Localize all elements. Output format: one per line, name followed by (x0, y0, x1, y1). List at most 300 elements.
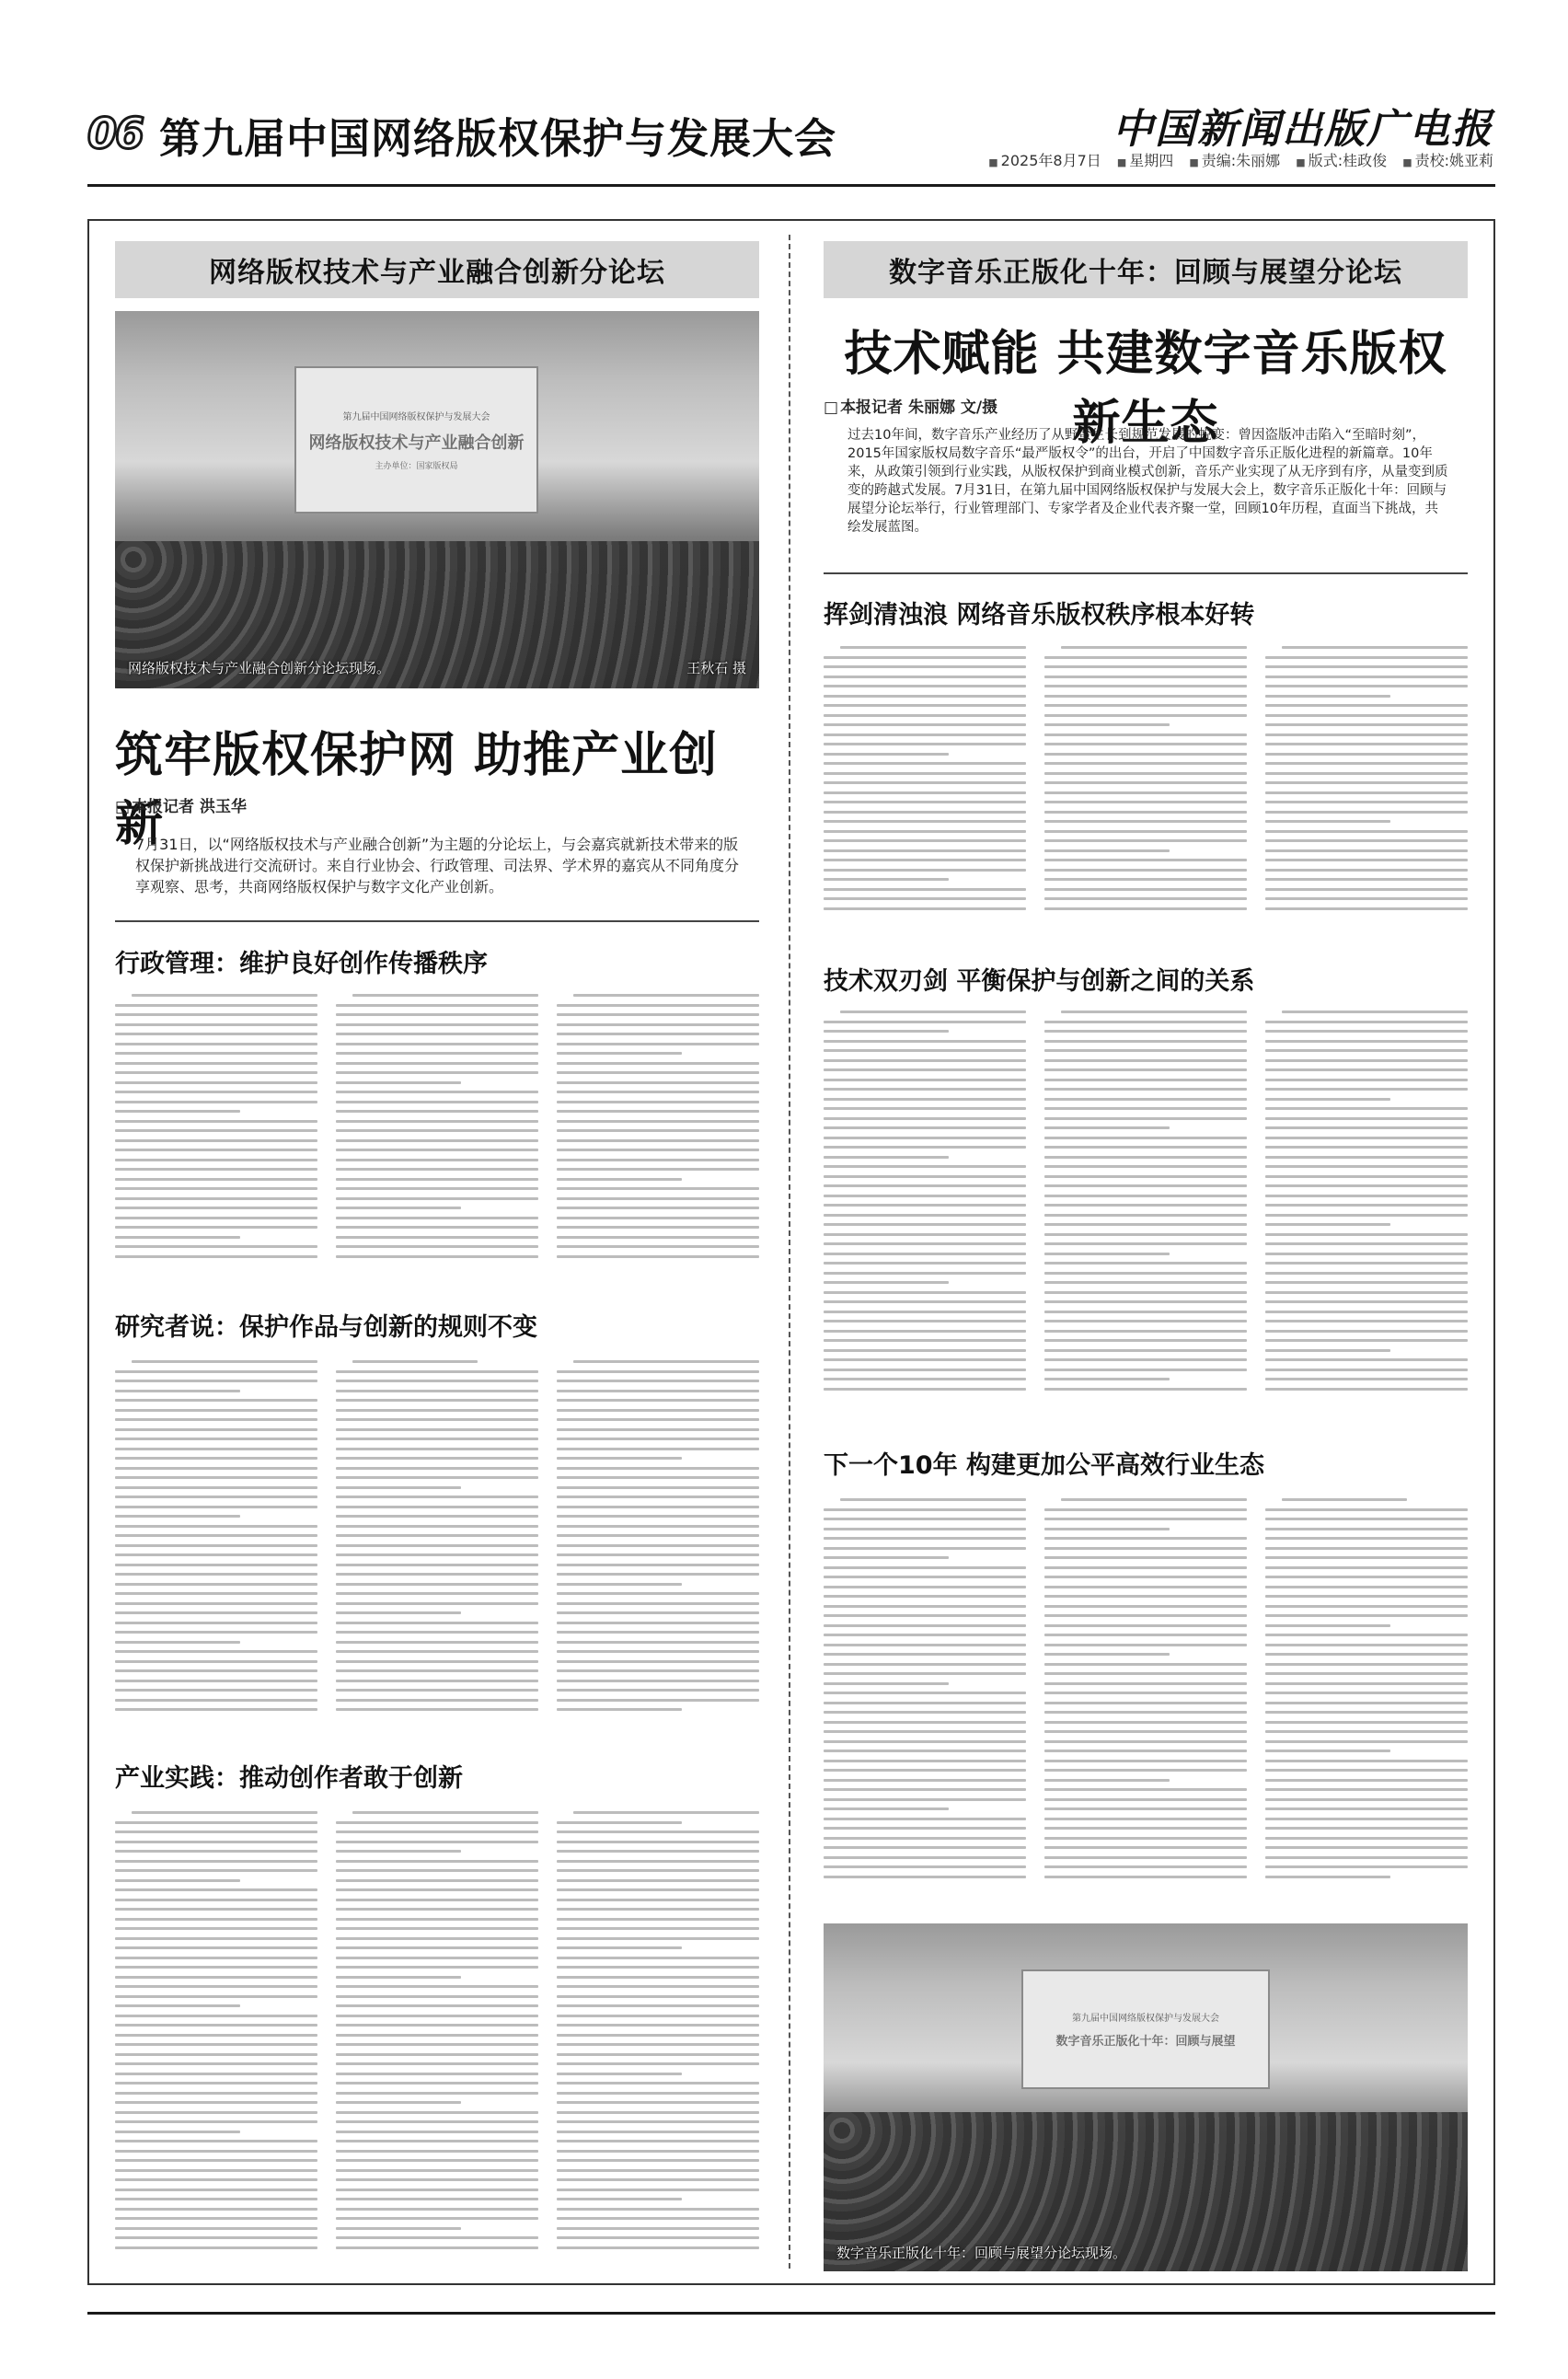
text-line (1265, 743, 1468, 745)
left-photo-screen-title: 网络版权技术与产业融合创新 (308, 433, 525, 453)
text-line (115, 1091, 317, 1093)
text-line (1265, 1253, 1468, 1255)
text-line (336, 1390, 538, 1392)
text-line (557, 2208, 759, 2211)
text-line (336, 1496, 538, 1498)
text-line (557, 2169, 759, 2172)
text-line (336, 2062, 538, 2065)
text-line (557, 2198, 682, 2200)
text-line (336, 1937, 538, 1940)
text-line (1044, 1740, 1247, 1743)
text-line (1265, 869, 1468, 872)
text-line (824, 676, 1026, 678)
text-line (557, 2140, 759, 2142)
text-line (352, 994, 538, 997)
text-line (557, 1899, 759, 1901)
text-line (557, 1467, 759, 1470)
right-sec2-col2 (1044, 1010, 1247, 1391)
text-line (557, 1245, 759, 1248)
text-line (336, 1515, 538, 1518)
text-line (824, 733, 1026, 736)
text-line (115, 2150, 317, 2153)
text-line (115, 1370, 317, 1373)
text-line (557, 1850, 759, 1853)
text-line (115, 2101, 317, 2104)
text-line (336, 1918, 538, 1921)
text-line (557, 1860, 759, 1863)
text-line (115, 1023, 317, 1026)
text-line (1044, 1702, 1247, 1704)
text-line (824, 1547, 1026, 1550)
text-line (1265, 1204, 1468, 1207)
text-line (1044, 665, 1247, 668)
text-line (557, 2227, 759, 2230)
text-line (1265, 1311, 1468, 1313)
text-line (557, 1013, 759, 1016)
text-line (336, 1641, 538, 1644)
text-line (557, 1879, 759, 1882)
text-line (557, 2178, 759, 2181)
text-line (1044, 1865, 1247, 1868)
text-line (115, 1976, 317, 1979)
text-line (132, 1811, 317, 1814)
text-line (824, 1137, 1026, 1139)
text-line (557, 1187, 759, 1190)
text-line (1044, 820, 1247, 823)
text-line (115, 1428, 317, 1431)
text-line (557, 1534, 759, 1537)
text-line (1044, 1311, 1247, 1313)
text-line (824, 1807, 949, 1810)
text-line (115, 1207, 317, 1209)
text-line (1044, 859, 1247, 861)
text-line (115, 1957, 317, 1959)
text-line (1044, 1079, 1247, 1081)
text-line (336, 1869, 538, 1872)
text-line (115, 2111, 317, 2114)
text-line (115, 1139, 317, 1142)
text-line (557, 1966, 759, 1969)
text-line (824, 1827, 1026, 1830)
text-line (557, 1937, 759, 1940)
left-sec3-col1 (115, 1811, 317, 2249)
text-line (1044, 1624, 1247, 1627)
text-line (115, 2073, 317, 2075)
text-line (1265, 1059, 1468, 1062)
left-photo-credit: 王秋石 摄 (686, 660, 746, 676)
text-line (824, 685, 1026, 687)
text-line (1044, 1291, 1247, 1294)
text-line (1265, 1556, 1468, 1559)
text-line (115, 1689, 317, 1692)
text-line (1044, 1721, 1247, 1724)
text-line (824, 1204, 1026, 1207)
text-line (115, 2208, 317, 2211)
left-byline: □ 本报记者 洪玉华 (115, 793, 247, 816)
text-line (115, 2159, 317, 2162)
text-line (336, 2208, 538, 2211)
text-line (1265, 781, 1468, 784)
text-line (336, 1207, 461, 1209)
text-line (557, 2131, 759, 2133)
text-line (1265, 1291, 1468, 1294)
text-line (824, 1049, 1026, 1052)
text-line (336, 1081, 461, 1084)
right-sec2-col1 (824, 1010, 1026, 1391)
text-line (557, 1197, 759, 1200)
text-line (557, 1476, 759, 1479)
text-line (1044, 1846, 1247, 1849)
text-line (824, 1508, 1026, 1511)
right-subhead-2: 技术双刃剑 平衡保护与创新之间的关系 (824, 967, 1255, 996)
text-line (557, 2034, 759, 2037)
text-line (115, 1043, 317, 1045)
text-line (336, 1946, 538, 1949)
text-line (557, 1708, 682, 1711)
left-photo-screen-line3: 主办单位：国家版权局 (375, 462, 458, 471)
text-line (115, 1631, 317, 1634)
text-line (1044, 1349, 1247, 1352)
text-line (557, 1631, 759, 1634)
text-line (1265, 1388, 1468, 1391)
left-lead-paragraph: 7月31日，以“网络版权技术与产业融合创新”为主题的分论坛上，与会嘉宾就新技术带来的版权保护新挑战进行交流研讨。来自行业协会、行政管理、司法界、学术界的嘉宾从不同角度分享观察、思考，共商网络版权保护与数字文化产业创新。 (135, 836, 740, 895)
text-line (336, 1236, 538, 1239)
text-line (824, 1311, 1026, 1313)
text-line (336, 1506, 538, 1508)
text-line (1044, 897, 1247, 900)
text-line (1044, 656, 1247, 659)
text-line (1265, 811, 1468, 814)
text-line (115, 1120, 317, 1123)
text-line (336, 2227, 461, 2230)
text-line (115, 2004, 240, 2007)
text-line (1044, 1107, 1247, 1110)
text-line (1265, 1730, 1468, 1733)
text-line (557, 2062, 759, 2065)
text-line (115, 2140, 317, 2142)
text-line (1265, 1378, 1468, 1380)
left-headline: 筑牢版权保护网 助推产业创新 (115, 728, 719, 852)
text-line (824, 1369, 1026, 1371)
text-line (1265, 704, 1468, 707)
text-line (824, 1634, 1026, 1636)
text-line (115, 1236, 240, 1239)
text-line (824, 1021, 1026, 1023)
text-line (824, 907, 1026, 910)
text-line (336, 1120, 538, 1123)
text-line (824, 753, 949, 756)
text-line (336, 2034, 538, 2037)
text-line (115, 1708, 317, 1711)
text-line (1265, 1846, 1468, 1849)
text-line (1044, 907, 1247, 910)
text-line (824, 743, 1026, 745)
text-line (557, 1506, 759, 1508)
text-line (336, 1178, 538, 1181)
text-line (1044, 1644, 1247, 1646)
text-line (824, 1721, 1026, 1724)
text-line (336, 1052, 538, 1055)
text-line (557, 1888, 759, 1891)
text-line (115, 1496, 317, 1498)
text-line (824, 1798, 1026, 1801)
text-line (1044, 781, 1247, 784)
text-line (1265, 676, 1468, 678)
text-line (115, 1255, 317, 1258)
text-line (824, 1059, 1026, 1062)
text-line (1265, 1672, 1468, 1675)
header-rule (87, 184, 1495, 187)
text-line (115, 1841, 317, 1843)
text-line (1265, 1320, 1468, 1322)
text-line (1265, 1281, 1468, 1284)
issue-info (977, 149, 1493, 170)
text-line (1282, 1010, 1468, 1013)
right-forum-photo (824, 1923, 1468, 2271)
text-line (1265, 1663, 1468, 1666)
text-line (1044, 1272, 1247, 1275)
text-line (1044, 1358, 1247, 1361)
text-line (1044, 1508, 1247, 1511)
text-line (824, 820, 1026, 823)
text-line (336, 1699, 538, 1702)
text-line (1044, 1388, 1247, 1391)
text-line (1265, 695, 1390, 698)
text-line (1265, 791, 1468, 794)
text-line (1044, 1156, 1247, 1159)
text-line (115, 1888, 317, 1891)
text-line (1044, 753, 1247, 756)
text-line (336, 1879, 538, 1882)
text-line (824, 1349, 1026, 1352)
text-line (557, 1592, 759, 1595)
text-line (557, 1957, 759, 1959)
text-line (1265, 1242, 1468, 1245)
text-line (557, 2159, 759, 2162)
text-line (1044, 1059, 1247, 1062)
text-line (824, 1537, 1026, 1540)
text-line (557, 1390, 759, 1392)
text-line (1265, 1040, 1468, 1043)
text-line (1044, 1556, 1247, 1559)
text-line (1265, 1233, 1468, 1236)
text-line (1044, 1088, 1247, 1091)
text-line (336, 2198, 538, 2200)
text-line (336, 1110, 538, 1113)
text-line (1265, 1030, 1468, 1033)
text-line (1265, 733, 1468, 736)
text-line (1265, 820, 1390, 823)
text-line (115, 1448, 317, 1450)
text-line (573, 994, 759, 997)
text-line (557, 1573, 759, 1576)
text-line (824, 1760, 1026, 1762)
text-line (1282, 1498, 1407, 1501)
text-line (1044, 1233, 1247, 1236)
text-line (824, 781, 1026, 784)
text-line (336, 2236, 538, 2239)
text-line (115, 1660, 317, 1663)
text-line (557, 1370, 759, 1373)
text-line (557, 1918, 759, 1921)
text-line (336, 1908, 538, 1911)
text-line (336, 1525, 538, 1528)
text-line (1044, 676, 1247, 678)
text-line (1265, 685, 1468, 687)
text-line (557, 1496, 759, 1498)
text-line (1265, 1126, 1468, 1129)
text-line (557, 1129, 759, 1132)
text-line (336, 2178, 538, 2181)
text-line (557, 1908, 759, 1911)
right-subhead-3: 下一个10年 构建更加公平高效行业生态 (824, 1451, 1264, 1480)
text-line (115, 1159, 317, 1161)
text-line (557, 2111, 759, 2114)
text-line (336, 1927, 538, 1930)
text-line (115, 1899, 317, 1901)
text-line (336, 1139, 538, 1142)
text-line (824, 1117, 1026, 1120)
text-line (1044, 1175, 1247, 1178)
text-line (1265, 1779, 1468, 1782)
text-line (115, 1564, 317, 1566)
text-line (115, 2120, 317, 2123)
text-line (115, 1187, 317, 1190)
text-line (115, 1622, 317, 1624)
text-line (1044, 1769, 1247, 1772)
text-line (1044, 733, 1247, 736)
text-line (115, 1062, 317, 1065)
text-line (115, 1650, 317, 1653)
text-line (1044, 1586, 1247, 1588)
text-line (1044, 1021, 1247, 1023)
text-line (824, 1156, 949, 1159)
left-subhead-2: 研究者说：保护作品与创新的规则不变 (115, 1313, 537, 1342)
text-line (1044, 1856, 1247, 1859)
text-line (557, 2082, 759, 2085)
text-line (115, 2053, 317, 2056)
text-line (557, 1052, 682, 1055)
text-line (824, 1653, 1026, 1656)
text-line (824, 1253, 1026, 1255)
text-line (115, 1438, 317, 1440)
text-line (115, 2169, 317, 2172)
text-line (824, 665, 1026, 668)
text-line (557, 1515, 759, 1518)
text-line (1265, 1721, 1468, 1724)
text-line (557, 1139, 759, 1142)
text-line (1265, 839, 1468, 842)
text-line (1265, 1624, 1390, 1627)
text-line (1044, 1098, 1247, 1101)
text-line (1265, 772, 1468, 775)
left-sec1-col1 (115, 994, 317, 1258)
text-line (557, 2004, 759, 2007)
text-line (557, 1869, 759, 1872)
text-line (557, 1101, 759, 1103)
text-line (1044, 1137, 1247, 1139)
text-line (336, 1850, 461, 1853)
text-line (824, 1876, 1026, 1878)
text-line (336, 1467, 538, 1470)
text-line (1044, 1663, 1247, 1666)
text-line (557, 1399, 759, 1402)
text-line (115, 1525, 317, 1528)
text-line (115, 1390, 240, 1392)
text-line (115, 1821, 317, 1824)
text-line (557, 1217, 759, 1219)
text-line (115, 1245, 317, 1248)
text-line (115, 1869, 317, 1872)
text-line (1265, 859, 1468, 861)
text-line (115, 1506, 317, 1508)
text-line (824, 1281, 949, 1284)
text-line (115, 2015, 317, 2017)
text-line (1282, 646, 1468, 649)
text-line (1044, 762, 1247, 765)
text-line (1044, 791, 1247, 794)
text-line (115, 1476, 317, 1479)
text-line (1265, 1692, 1468, 1694)
text-line (824, 1339, 1026, 1342)
text-line (824, 1576, 1026, 1578)
right-forum-banner: 数字音乐正版化十年：回顾与展望分论坛 (824, 241, 1468, 298)
text-line (115, 2236, 317, 2239)
text-line (115, 1515, 240, 1518)
text-line (1044, 1798, 1247, 1801)
text-line (115, 1573, 317, 1576)
text-line (1265, 1508, 1468, 1511)
text-line (1061, 646, 1247, 649)
text-line (1265, 1644, 1468, 1646)
text-line (824, 1146, 1026, 1149)
text-line (824, 1556, 949, 1559)
right-sec3-col3 (1265, 1498, 1468, 1878)
issue-date: ■ 2025年8月7日 (988, 152, 1101, 169)
text-line (1044, 1184, 1247, 1187)
text-line (824, 714, 1026, 717)
text-line (824, 1030, 949, 1033)
text-line (557, 1043, 759, 1045)
text-line (1265, 1088, 1468, 1091)
text-line (336, 1197, 538, 1200)
text-line (1265, 1537, 1468, 1540)
text-line (824, 830, 1026, 833)
text-line (824, 1672, 1026, 1675)
text-line (1044, 1750, 1247, 1752)
text-line (115, 1226, 317, 1229)
text-line (336, 1071, 538, 1074)
text-line (1265, 1349, 1390, 1352)
text-line (336, 1622, 538, 1624)
text-line (824, 1837, 1026, 1840)
text-line (557, 1062, 759, 1065)
text-line (115, 1217, 317, 1219)
issue-proofreader: ■ 责校:姚亚莉 (1402, 152, 1493, 169)
text-line (1265, 1107, 1468, 1110)
text-line (1044, 1165, 1247, 1168)
text-line (115, 1409, 317, 1412)
text-line (557, 1985, 759, 1988)
text-line (824, 1068, 1026, 1071)
text-line (824, 1291, 1026, 1294)
text-line (336, 1091, 538, 1093)
text-line (1044, 1537, 1247, 1540)
text-line (1265, 1682, 1468, 1685)
page-title: 第九届中国网络版权保护与发展大会 (159, 114, 837, 163)
text-line (132, 994, 317, 997)
text-line (1044, 1818, 1247, 1820)
